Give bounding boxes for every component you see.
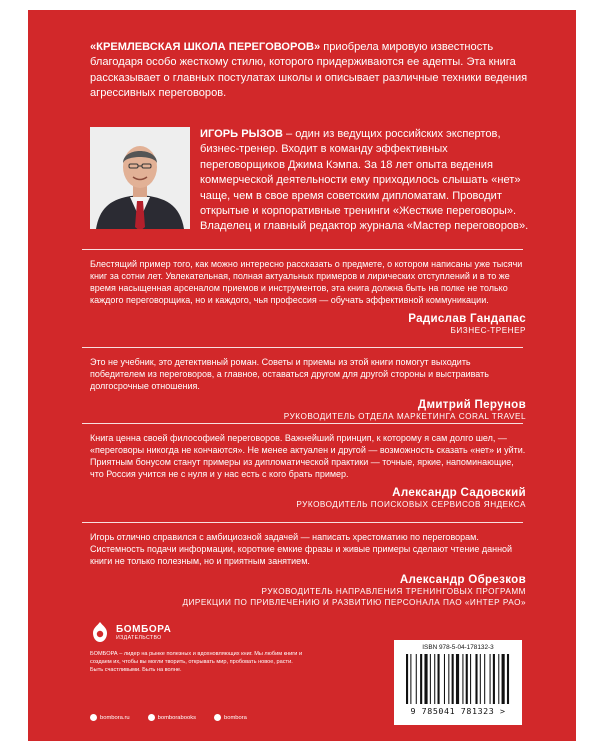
review-quote: Игорь отлично справился с амбициозной задачей — написать хрестоматию по переговорам. Системность подачи информации, короткие емкие фразы и живые примеры сделают чтение данной книги не только полезным, но и приятным занятием. [90,532,513,567]
barcode-bar [416,654,417,704]
social-link-2[interactable]: bombora [214,714,247,721]
reviewer-name: Дмитрий Перунов [417,398,526,412]
barcode-bar [502,654,505,704]
review-signer [90,486,526,510]
divider [82,423,523,424]
author-photo [90,127,190,229]
reviewer-role-line2: ДИРЕКЦИИ ПО ПРИВЛЕЧЕНИЮ И РАЗВИТИЮ ПЕРСОНАЛА ПАО «ИНТЕР РАО» [182,598,526,608]
review-1 [90,258,526,336]
barcode-bar [438,654,440,704]
social-icon [214,714,221,721]
barcode-bar [498,654,499,704]
divider [82,347,523,348]
reviewer-role: РУКОВОДИТЕЛЬ ОТДЕЛА МАРКЕТИНГА CORAL TRAVEL [283,412,526,422]
barcode-bar [444,654,445,704]
globe-icon [90,714,97,721]
review-quote: Это не учебник, это детективный роман. Советы и приемы из этой книги помогут выходить победителем из переговоров, а главное, оставаться другом для другой стороны и выстраивать долгосрочные отношения. [90,357,489,392]
vk-icon [148,714,155,721]
barcode-bar [452,654,454,704]
barcode-image [404,654,512,706]
barcode-bar [410,654,411,704]
review-4 [90,531,526,608]
barcode-bar [462,654,463,704]
book-back-cover [28,10,576,741]
barcode-bar [448,654,449,704]
reviewer-role: БИЗНЕС-ТРЕНЕР [450,326,526,336]
barcode-bar [470,654,471,704]
review-signer [90,573,526,608]
barcode-bar [480,654,481,704]
bombora-logo-icon [90,620,110,644]
reviewer-name: Александр Обрезков [399,573,526,587]
isbn-number: ISBN 978-5-04-178132-3 [422,644,494,651]
author-portrait-image [90,127,190,229]
review-quote: Блестящий пример того, как можно интересно рассказать о предмете, о котором написаны уже тысячи книг за сотни лет. Увлекательная, полная актуальных примеров и лирических отступлений и в то же время насыщенная арсеналом приемов и инструментов, эта книга должна быть на полке не только каждого переговорщика, но и каждого, чья профессия — обучать эффективной коммуникации. [90,259,523,306]
intro-paragraph [90,40,530,102]
publisher-name: БОМБОРА [116,623,172,635]
barcode-panel [394,640,522,725]
author-name: ИГОРЬ РЫЗОВ [200,128,283,140]
barcode-bar [430,654,431,704]
author-bio [200,127,533,235]
review-signer [90,398,526,422]
reviewer-role: РУКОВОДИТЕЛЬ ПОИСКОВЫХ СЕРВИСОВ ЯНДЕКСА [296,500,526,510]
barcode-bar [466,654,468,704]
publisher-logo [90,620,310,644]
barcode-bar [490,654,491,704]
barcode-bar [406,654,408,704]
barcode-bar [424,654,427,704]
barcode-bar [475,654,477,704]
divider [82,522,523,523]
website-link[interactable]: bombora.ru [90,714,130,721]
barcode-bar [507,654,509,704]
barcode-bar [456,654,459,704]
review-signer [90,312,526,336]
school-title: «КРЕМЛЕВСКАЯ ШКОЛА ПЕРЕГОВОРОВ» [90,41,321,53]
publisher-block [90,620,310,721]
publisher-tagline: БОМБОРА – лидер на рынке полезных и вдохновляющих книг. Мы любим книги и создаем их, чтобы вы могли творить, открывать мир, пробовать новое, расти. Быть счастливыми. Быть на волне. [90,651,303,673]
divider [82,249,523,250]
barcode-bar [420,654,422,704]
barcode-bar [484,654,485,704]
review-2 [90,356,526,422]
intro-text: приобрела мировую известность благодаря особо жесткому стилю, которого придерживаются ее адепты. Эта книга рассказывает о главных постулатах школы и описывает различные техники ведения агрессивных переговоров. [90,41,528,100]
barcode-bar [493,654,495,704]
ean-digits: 9 785041 781323 > [410,706,506,716]
author-bio-text: – один из ведущих российских экспертов, бизнес-тренер. Входит в команду эффективных переговорщиков Джима Кэмпа. За 18 лет опыта ведения коммерческой деятельности ему приходилось слышать «нет» чаще, чем в свое время советским дипломатам. Проводит открытые и корпоративные тренинги «Жесткие переговоры». Владелец и главный редактор журнала «Мастер переговоров». [200,128,529,233]
publisher-subtitle: ИЗДАТЕЛЬСТВО [116,634,162,641]
reviewer-role: РУКОВОДИТЕЛЬ НАПРАВЛЕНИЯ ТРЕНИНГОВЫХ ПРОГРАММ [261,587,526,597]
review-quote: Книга ценна своей философией переговоров. Важнейший принцип, к которому я сам долго шел, — «переговоры никогда не кончаются». Не менее актуален и другой — возможность сказать «нет» и уйти. Приятным бонусом станут примеры из дипломатической практики — точные, яркие, напоминающие, что Россия учится не с нуля и у нас есть с кого брать пример. [90,433,526,480]
reviewer-name: Александр Садовский [392,486,526,500]
publisher-links [90,714,247,721]
reviewer-name: Радислав Гандапас [408,312,526,326]
barcode-bar [434,654,435,704]
review-3 [90,432,526,510]
social-link-1[interactable]: bomborabooks [148,714,196,721]
